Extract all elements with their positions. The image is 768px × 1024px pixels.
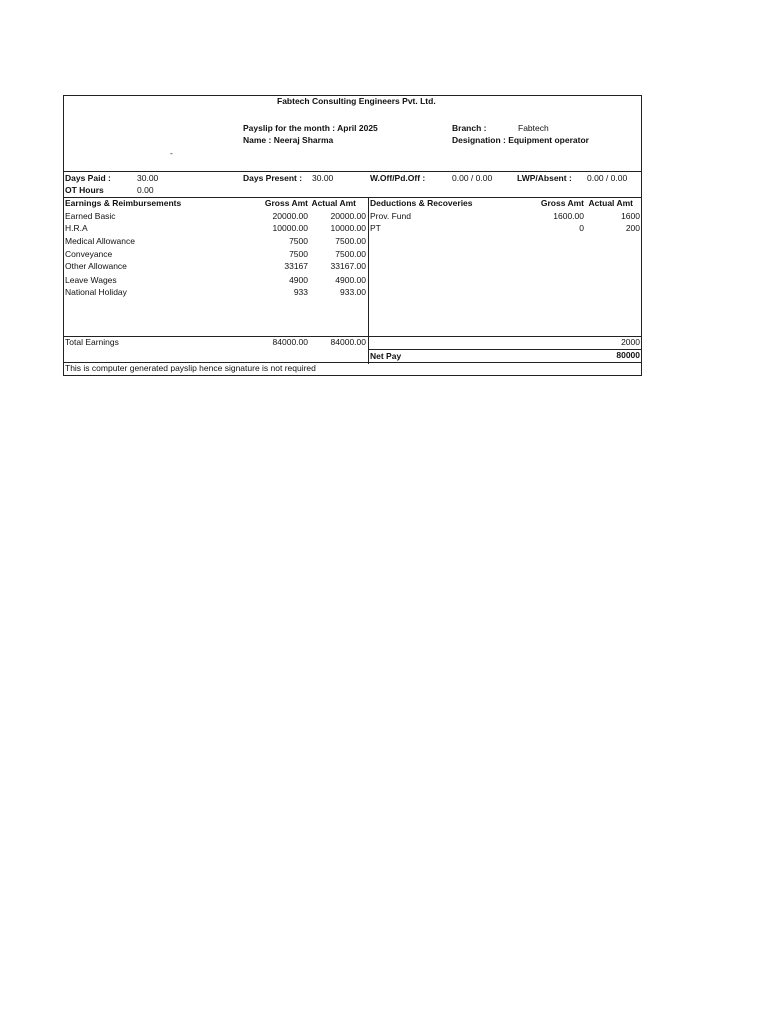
deduction-gross: 0	[579, 223, 584, 233]
earning-gross: 20000.00	[272, 211, 308, 221]
deduction-actual: 200	[625, 223, 640, 233]
earning-gross: 7500	[289, 249, 308, 259]
earning-actual: 7500.00	[335, 236, 366, 246]
earning-gross: 933	[293, 287, 308, 297]
woff-label: W.Off/Pd.Off :	[370, 173, 426, 183]
deduction-label: PT	[370, 223, 381, 233]
deductions-heading: Deductions & Recoveries	[370, 198, 473, 208]
earning-label: Medical Allowance	[65, 236, 135, 246]
deduction-label: Prov. Fund	[370, 211, 411, 221]
deduction-actual: 1600	[621, 211, 640, 221]
employee-name: Name : Neeraj Sharma	[243, 135, 334, 145]
column-divider	[368, 197, 369, 364]
branch-value: Fabtech	[518, 123, 549, 133]
days-present-label: Days Present :	[243, 173, 303, 183]
deductions-actual-header: Actual Amt	[588, 198, 633, 208]
total-earnings-actual: 84000.00	[330, 337, 366, 347]
earnings-gross-header: Gross Amt	[264, 198, 308, 208]
total-earnings-gross: 84000.00	[272, 337, 308, 347]
header-dash: -	[170, 148, 173, 158]
total-earnings-label: Total Earnings	[65, 337, 119, 347]
earning-actual: 33167.00	[330, 261, 366, 271]
earning-actual: 20000.00	[330, 211, 366, 221]
earning-label: H.R.A	[65, 223, 88, 233]
earning-label: Conveyance	[65, 249, 113, 259]
lwp-value: 0.00 / 0.00	[587, 173, 628, 183]
deduction-gross: 1600.00	[553, 211, 584, 221]
header-divider	[64, 171, 641, 172]
earnings-actual-header: Actual Amt	[311, 198, 356, 208]
earnings-heading: Earnings & Reimbursements	[65, 198, 182, 208]
earning-label: Earned Basic	[65, 211, 116, 221]
deductions-gross-header: Gross Amt	[540, 198, 584, 208]
days-present-value: 30.00	[312, 173, 334, 183]
ot-hours-label: OT Hours	[65, 185, 104, 195]
net-pay-divider	[368, 349, 641, 350]
designation: Designation : Equipment operator	[452, 135, 589, 145]
earning-label: Leave Wages	[65, 275, 117, 285]
earning-gross: 10000.00	[272, 223, 308, 233]
branch-label: Branch :	[452, 123, 487, 133]
footer-note: This is computer generated payslip hence signature is not required	[65, 363, 316, 373]
net-pay-label: Net Pay	[370, 351, 402, 361]
woff-value: 0.00 / 0.00	[452, 173, 493, 183]
company-name: Fabtech Consulting Engineers Pvt. Ltd.	[277, 96, 436, 106]
earning-gross: 33167	[284, 261, 308, 271]
net-pay-value: 80000	[616, 350, 640, 360]
earning-actual: 7500.00	[335, 249, 366, 259]
earning-gross: 7500	[289, 236, 308, 246]
earning-label: Other Allowance	[65, 261, 127, 271]
payslip	[63, 95, 642, 376]
lwp-label: LWP/Absent :	[517, 173, 572, 183]
payslip-month: Payslip for the month : April 2025	[243, 123, 378, 133]
total-deductions-actual: 2000	[621, 337, 640, 347]
earning-actual: 933.00	[340, 287, 366, 297]
days-paid-label: Days Paid :	[65, 173, 111, 183]
earning-actual: 10000.00	[330, 223, 366, 233]
earning-label: National Holiday	[65, 287, 127, 297]
earning-gross: 4900	[289, 275, 308, 285]
ot-hours-value: 0.00	[137, 185, 154, 195]
earning-actual: 4900.00	[335, 275, 366, 285]
days-paid-value: 30.00	[137, 173, 159, 183]
